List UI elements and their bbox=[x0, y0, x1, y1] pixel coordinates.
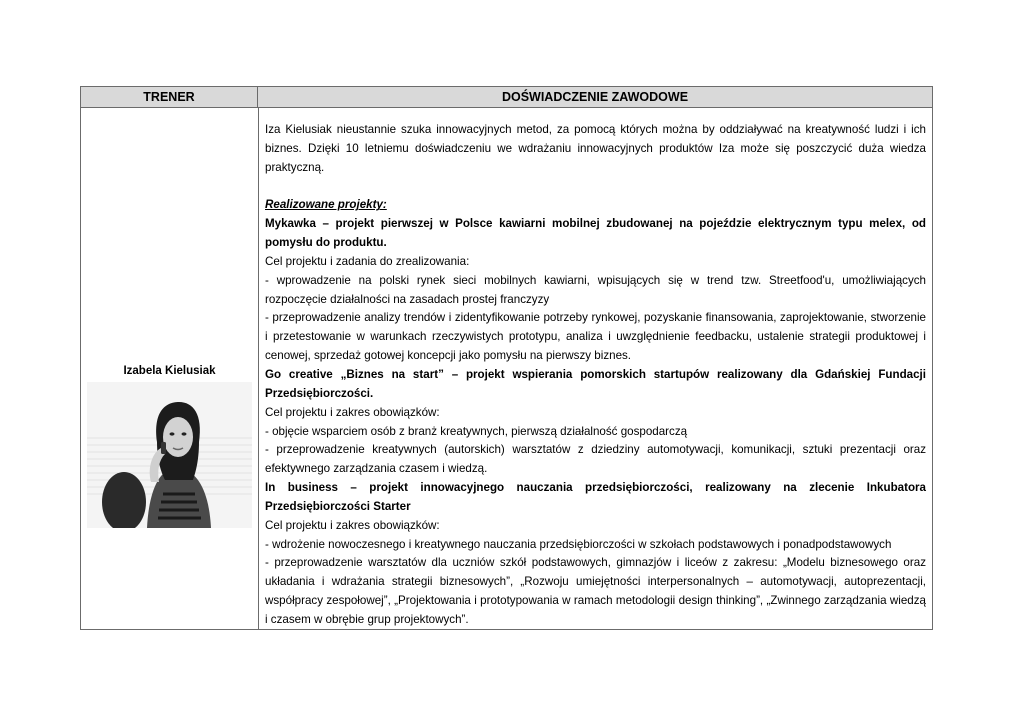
experience-content bbox=[265, 121, 926, 630]
project-scope-label: Cel projektu i zadania do zrealizowania: bbox=[265, 254, 470, 268]
project-title: Mykawka – projekt pierwszej w Polsce kawiarni mobilnej zbudowanej na pojeździe elektrycznym typu melex, od pomysłu do produktu. bbox=[265, 217, 926, 250]
project-item: - przeprowadzenie kreatywnych (autorskich) warsztatów z dziedziny automotywacji, komunikacji, sztuki prezentacji oraz efektywnego zarządzania czasem i wiedzą. bbox=[265, 443, 926, 476]
header-experience: DOŚWIADCZENIE ZAWODOWE bbox=[258, 87, 932, 108]
project-scope-label: Cel projektu i zakres obowiązków: bbox=[265, 405, 440, 419]
project-item: - objęcie wsparciem osób z branż kreatywnych, pierwszą działalność gospodarczą bbox=[265, 424, 688, 438]
project-item: - wprowadzenie na polski rynek sieci mobilnych kawiarni, wpisujących się w trend tzw. Streetfood'u, umożliwiających rozpoczęcie działalności na zasadach prostej franczyzy bbox=[265, 273, 926, 306]
project-item: - przeprowadzenie analizy trendów i zidentyfikowanie potrzeby rynkowej, pozyskanie finansowania, zaprojektowanie, stworzenie i przetestowanie w warunkach rzeczywistych prototypu, analiza i uwzględnienie feedbacku, ustalenie strategii produktowej i cenowej, sprzedaż gotowej koncepcji jako pomysłu na pierwszy biznes. bbox=[265, 311, 926, 363]
trainer-photo bbox=[87, 382, 252, 528]
project-title: In business – projekt innowacyjnego nauczania przedsiębiorczości, realizowany na zlecenie Inkubatora Przedsiębiorczości Starter bbox=[265, 481, 926, 513]
trainer-portrait-image bbox=[87, 382, 252, 528]
project-item: - wdrożenie nowoczesnego i kreatywnego nauczania przedsiębiorczości w szkołach podstawowych i ponadpodstawowych bbox=[265, 537, 892, 551]
trainer-name: Izabela Kielusiak bbox=[123, 365, 216, 377]
project-scope-label: Cel projektu i zakres obowiązków: bbox=[265, 518, 440, 532]
project-item: - przeprowadzenie warsztatów dla uczniów szkół podstawowych, gimnazjów i liceów z zakresu: „Modelu biznesowego oraz układania i wdrażania strategii biznesowych”, „Rozwoju umiejętności interpersonalnych – automotywacji, autoprezentacji, współpracy zespołowej”, „Projektowania i prototypowania w ramach metodologii design thinking”, „Zwinnego zarządzania wiedzą i czasem w obrębie grup projektowych”. bbox=[265, 556, 926, 626]
header-trainer: TRENER bbox=[81, 87, 258, 108]
trainer-intro: Iza Kielusiak nieustannie szuka innowacyjnych metod, za pomocą których można by oddziaływać na kreatywność ludzi i ich biznes. Dzięki 10 letniemu doświadczeniu we wdrażaniu innowacyjnych produktów Iza może się poszczycić duża wiedza praktyczną. bbox=[265, 123, 926, 174]
projects-heading: Realizowane projekty: bbox=[265, 198, 387, 212]
project-title: Go creative „Biznes na start” – projekt wspierania pomorskich startupów realizowany dla Gdańskiej Fundacji Przedsiębiorczości. bbox=[265, 367, 926, 400]
column-divider bbox=[258, 108, 259, 629]
